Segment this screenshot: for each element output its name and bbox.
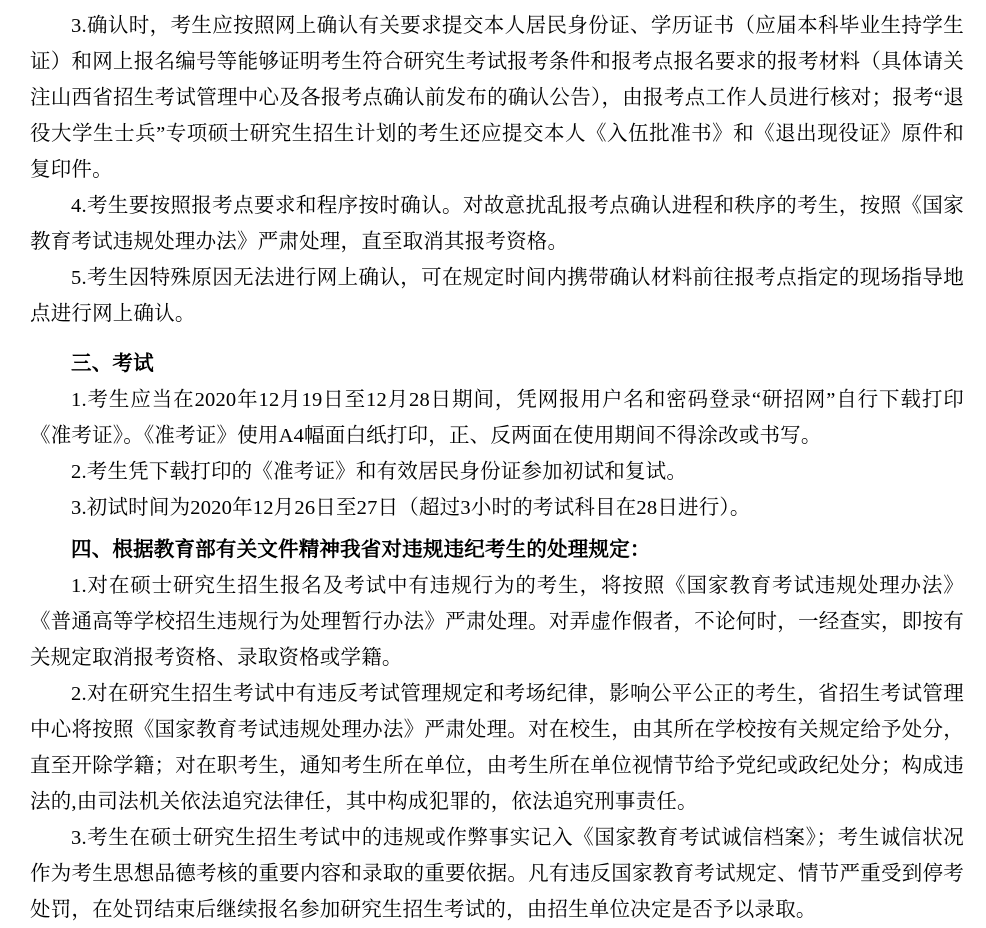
heading-section-four-violation: 四、根据教育部有关文件精神我省对违规违纪考生的处理规定：	[71, 539, 651, 561]
paragraph-exam-item-1: 1.考生应当在2020年12月19日至12月28日期间，凭网报用户名和密码登录“研招网”自行下载打印《准考证》。《准考证》使用A4幅面白纸打印，正、反两面在使用期间不得涂改或书写。	[30, 389, 964, 447]
paragraph-item-3-confirm: 3.确认时，考生应按照网上确认有关要求提交本人居民身份证、学历证书（应届本科毕业生持学生证）和网上报名编号等能够证明考生符合研究生考试报考条件和报考点报名要求的报考材料（具体请关注山西省招生考试管理中心及各报考点确认前发布的确认公告），由报考点工作人员进行核对；报考“退役大学生士兵”专项硕士研究生招生计划的考生还应提交本人《入伍批准书》和《退出现役证》原件和复印件。	[30, 15, 964, 181]
heading-section-three-exam: 三、考试	[71, 353, 154, 375]
paragraph-violation-item-3: 3.考生在硕士研究生招生考试中的违规或作弊事实记入《国家教育考试诚信档案》；考生诚信状况作为考生思想品德考核的重要内容和录取的重要依据。凡有违反国家教育考试规定、情节严重受到停考处罚，在处罚结束后继续报名参加研究生招生考试的，由招生单位决定是否予以录取。	[30, 827, 964, 921]
paragraph-violation-item-2: 2.对在研究生招生考试中有违反考试管理规定和考场纪律，影响公平公正的考生，省招生考试管理中心将按照《国家教育考试违规处理办法》严肃处理。对在校生，由其所在学校按有关规定给予处分，直至开除学籍；对在职考生，通知考生所在单位，由考生所在单位视情节给予党纪或政纪处分；构成违法的,由司法机关依法追究法律任，其中构成犯罪的，依法追究刑事责任。	[30, 683, 964, 813]
paragraph-exam-item-2: 2.考生凭下载打印的《准考证》和有效居民身份证参加初试和复试。	[71, 461, 688, 483]
section-spacer-exam	[30, 332, 964, 346]
paragraph-item-4-confirm-ontime: 4.考生要按照报考点要求和程序按时确认。对故意扰乱报考点确认进程和秩序的考生，按照《国家教育考试违规处理办法》严肃处理，直至取消其报考资格。	[30, 195, 964, 253]
paragraph-violation-item-1: 1.对在硕士研究生招生报名及考试中有违规行为的考生，将按照《国家教育考试违规处理办法》《普通高等学校招生违规行为处理暂行办法》严肃处理。对弄虚作假者，不论何时，一经查实，即按有关规定取消报考资格、录取资格或学籍。	[30, 575, 964, 669]
paragraph-exam-item-3: 3.初试时间为2020年12月26日至27日（超过3小时的考试科目在28日进行）。	[71, 497, 751, 519]
paragraph-item-5-special-reason: 5.考生因特殊原因无法进行网上确认，可在规定时间内携带确认材料前往报考点指定的现场指导地点进行网上确认。	[30, 267, 964, 325]
